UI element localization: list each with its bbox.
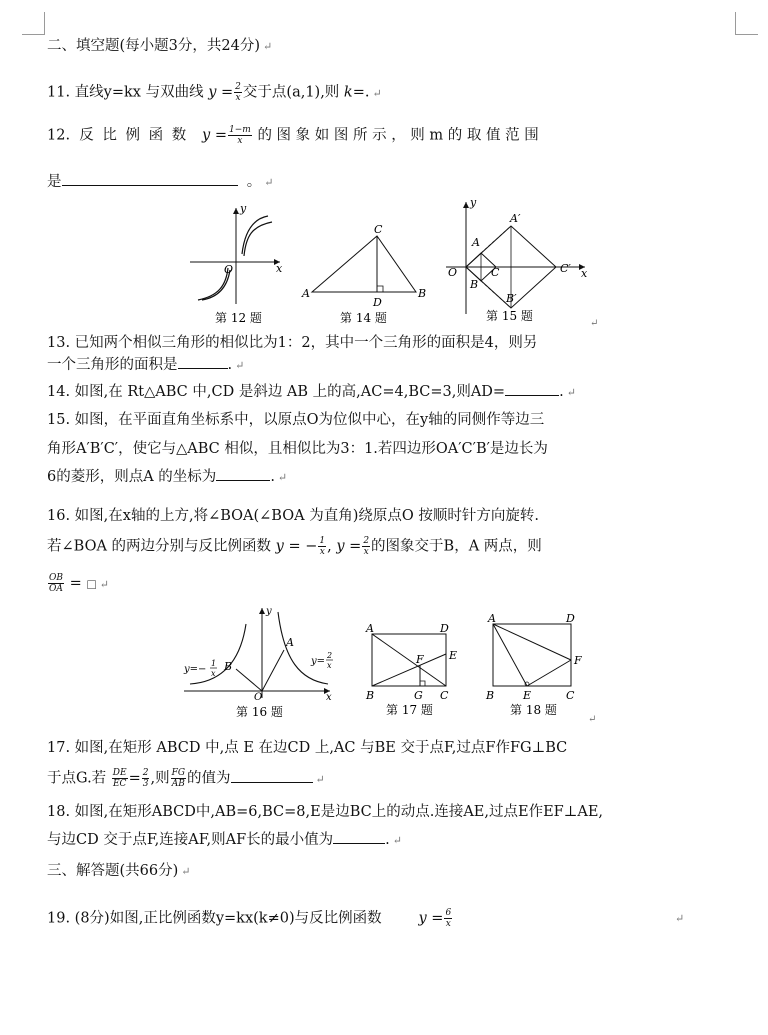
- point-c-label: C: [440, 689, 449, 702]
- question-12: 12. 反 比 例 函 数 y = $\frac{1-m}{x}$ 的 图 象 如 图 所 示 ， 则 m 的 取 值 范 围: [47, 125, 539, 146]
- ratio-fg-ab: $\frac{FG}{AB}$: [171, 768, 186, 789]
- point-b-label: B: [366, 689, 375, 702]
- point-d-label: D: [440, 622, 449, 635]
- point-d-label: D: [373, 296, 382, 309]
- point-f-label: F: [416, 653, 424, 666]
- fraction: $\frac{1-m}{x}$: [229, 125, 251, 146]
- answer-blank[interactable]: [505, 395, 559, 396]
- ratio-ob-oa: $\frac{OB}{OA}$: [49, 573, 63, 594]
- paragraph-mark: ↵: [675, 912, 685, 925]
- question-16-line2: 若∠BOA 的两边分别与反比例函数 y = − $\frac{1}{x}$ , y = $\frac{2}{x}$ 的图象交于B，A 两点，则: [47, 536, 542, 557]
- question-16-line3: $\frac{OB}{OA}$ = □ ↵: [49, 573, 109, 594]
- point-g-label: G: [414, 689, 423, 702]
- point-a-label: A: [488, 612, 496, 625]
- figure-18-caption: 第 18 题: [510, 703, 557, 717]
- question-15-line3: 6的菱形，则点A 的坐标为 . ↵: [47, 469, 288, 485]
- point-b-label: B: [470, 278, 479, 291]
- point-b-label: B: [224, 660, 233, 673]
- answer-blank[interactable]: [216, 480, 270, 481]
- question-13-line2: 一个三角形的面积是 . ↵: [47, 357, 245, 373]
- point-b-label: B: [418, 287, 427, 300]
- paragraph-mark: ↵: [588, 714, 597, 724]
- figure-15-caption: 第 15 题: [486, 309, 533, 323]
- question-16: 16. 如图,在x轴的上方,将∠BOA(∠BOA 为直角)绕原点O 按顺时针方向旋转.: [47, 508, 539, 524]
- answer-placeholder-box[interactable]: □: [86, 577, 97, 591]
- paragraph-mark: ↵: [263, 40, 273, 53]
- origin-label: O: [224, 263, 234, 276]
- y-axis-label: y: [266, 606, 272, 617]
- point-c-label: C: [566, 689, 575, 702]
- paragraph-mark: ↵: [590, 318, 599, 328]
- svg-text:1: 1: [211, 659, 217, 668]
- question-18-line2: 与边CD 交于点F,连接AF,则AF长的最小值为 . ↵: [47, 832, 402, 848]
- point-d-label: D: [566, 612, 575, 625]
- question-18: 18. 如图,在矩形ABCD中,AB=6,BC=8,E是边BC上的动点.连接AE,过点E作EF⊥AE,: [47, 804, 604, 820]
- answer-blank[interactable]: [231, 782, 313, 783]
- curve-right-label: y=: [311, 656, 326, 667]
- question-17: 17. 如图,在矩形 ABCD 中,点 E 在边CD 上,AC 与BE 交于点F,过点F作FG⊥BC: [47, 740, 568, 756]
- point-e-label: E: [523, 689, 532, 702]
- point-a-label: A: [286, 636, 294, 649]
- question-15-line2: 角形A′B′C′，使它与△ABC 相似，且相似比为3：1.若四边形OA′C′B′是边长为: [47, 441, 548, 457]
- figure-18: [485, 612, 582, 717]
- figure-12: [190, 202, 283, 325]
- point-c-label: C: [374, 223, 383, 236]
- question-11: 11. 直线y=kx 与双曲线 y = $\frac{2}{x}$ 交于点(a,1),则 k=. ↵: [47, 82, 382, 103]
- point-a-label: A: [302, 287, 310, 300]
- fraction: $\frac{1}{x}$: [319, 536, 326, 557]
- question-12-line2: 是 。 ↵: [47, 174, 274, 190]
- point-a-label: A: [366, 622, 374, 635]
- figure-15: [446, 196, 588, 323]
- x-axis-label: x: [581, 267, 588, 280]
- point-a-label: A: [472, 236, 480, 249]
- point-c-label: C: [491, 266, 500, 279]
- section-heading-answers: 三、解答题(共66分) ↵: [47, 863, 191, 879]
- ratio-de-ec: $\frac{DE}{EC}$: [112, 768, 127, 789]
- origin-label: O: [254, 692, 263, 703]
- point-e-label: E: [449, 649, 458, 662]
- svg-text:x: x: [327, 661, 332, 670]
- figure-14-caption: 第 14 题: [340, 311, 387, 325]
- y-axis-label: y: [470, 196, 477, 209]
- question-15: 15. 如图，在平面直角坐标系中，以原点O为位似中心，在y轴的同侧作等边三: [47, 412, 545, 428]
- answer-blank[interactable]: [178, 368, 228, 369]
- fraction: $\frac{2}{3}$: [142, 768, 149, 789]
- answer-blank[interactable]: [333, 843, 385, 844]
- figure-row-1: [180, 196, 600, 328]
- figure-12-caption: 第 12 题: [215, 311, 262, 325]
- fraction: $\frac{6}{x}$: [445, 908, 452, 929]
- origin-label: O: [448, 266, 458, 279]
- answer-blank[interactable]: [62, 185, 238, 186]
- fraction: $\frac{2}{x}$: [235, 82, 241, 103]
- question-19: 19. (8分)如图,正比例函数y=kx(k≠0)与反比例函数 y = $\frac{6}{x}$: [47, 908, 452, 929]
- question-13: 13. 已知两个相似三角形的相似比为1：2，其中一个三角形的面积是4，则另: [47, 335, 538, 351]
- x-axis-label: x: [276, 262, 283, 275]
- point-b-label: B: [486, 689, 495, 702]
- fraction: $\frac{2}{x}$: [363, 536, 370, 557]
- crop-mark-right: [735, 12, 758, 35]
- figure-16: [183, 606, 333, 719]
- curve-left-label: y=−: [184, 664, 207, 675]
- y-axis-label: y: [240, 202, 247, 215]
- svg-text:2: 2: [327, 651, 333, 660]
- point-b-prime-label: B′: [506, 292, 517, 305]
- figure-17-caption: 第 17 题: [386, 703, 433, 717]
- point-a-prime-label: A′: [510, 212, 521, 225]
- question-14: 14. 如图,在 Rt△ABC 中,CD 是斜边 AB 上的高,AC=4,BC=3,则AD= . ↵: [47, 384, 576, 400]
- crop-mark-left: [22, 12, 45, 35]
- figure-16-caption: 第 16 题: [236, 705, 283, 719]
- point-f-label: F: [574, 654, 582, 667]
- figure-14: [301, 223, 426, 325]
- svg-text:x: x: [211, 669, 216, 678]
- figure-17: [365, 622, 457, 717]
- point-c-prime-label: C′: [560, 262, 571, 275]
- figure-row-2: [180, 604, 600, 724]
- section-heading-fill-in: 二、填空题(每小题3分，共24分) ↵: [47, 38, 273, 54]
- x-axis-label: x: [326, 692, 332, 703]
- question-17-line2: 于点G.若 $\frac{DE}{EC}$ = $\frac{2}{3}$ ,则 $\frac{FG}{AB}$ 的值为 ↵: [47, 768, 325, 789]
